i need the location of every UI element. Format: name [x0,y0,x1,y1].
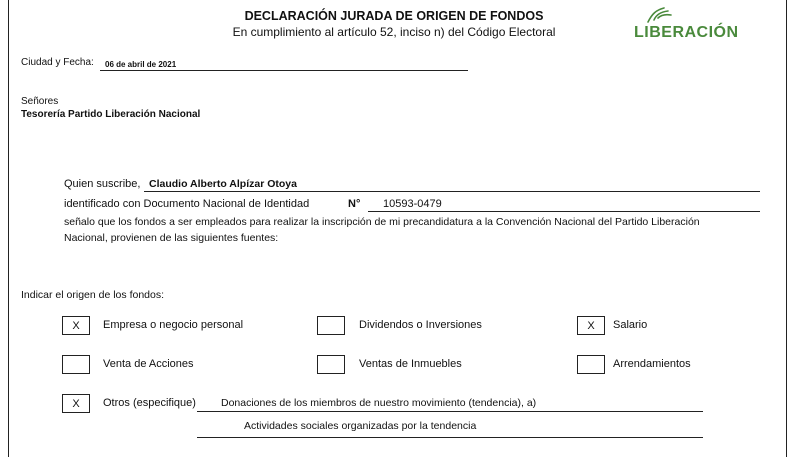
checkbox-salario[interactable]: X [577,316,605,335]
logo-text: LIBERACIÓN [634,24,739,41]
checkbox-ventas-inmuebles[interactable] [317,355,345,374]
option-empresa: Empresa o negocio personal [103,319,244,331]
checkbox-venta-acciones[interactable] [62,355,90,374]
document-subtitle: En cumplimiento al artículo 52, inciso n) del Código Electoral [232,25,556,39]
recipient-text: Tesorería Partido Liberación Nacional [21,109,201,120]
checkbox-empresa[interactable]: X [62,316,90,335]
option-venta-acciones: Venta de Acciones [103,358,194,370]
checkbox-arrendamientos[interactable] [577,355,605,374]
option-arrendamientos: Arrendamientos [613,358,691,370]
option-ventas-inmuebles: Ventas de Inmuebles [359,358,462,370]
otros-detail-line-2: Actividades sociales organizadas por la tendencia [244,420,477,432]
otros-underline-1 [197,411,703,412]
statement-line-1: señalo que los fondos a ser empleados para realizar la inscripción de mi precandidatura a la Convención Nacional del Partido Liberación [64,216,700,228]
checkbox-otros[interactable]: X [62,394,90,413]
subscriber-label: Quien suscribe, [64,178,141,190]
option-otros: Otros (especifique) [103,397,196,409]
option-dividendos: Dividendos o Inversiones [359,319,482,331]
origin-label: Indicar el origen de los fondos: [21,289,165,301]
subscriber-underline [144,191,760,192]
statement-line-2: Nacional, provienen de las siguientes fuentes: [64,232,279,244]
page-right-border [786,0,787,457]
city-date-value: 06 de abril de 2021 [105,60,177,69]
id-number-label: N° [348,198,361,210]
bird-icon [644,6,674,26]
document-title: DECLARACIÓN JURADA DE ORIGEN DE FONDOS [244,9,544,23]
otros-underline-2 [197,437,703,438]
party-logo [628,6,758,46]
city-date-label: Ciudad y Fecha: [21,57,94,68]
id-value: 10593-0479 [383,198,442,210]
id-label: identificado con Documento Nacional de Identidad [64,198,310,210]
senores-text: Señores [21,96,59,107]
id-underline [368,211,760,212]
otros-detail-line-1: Donaciones de los miembros de nuestro movimiento (tendencia), a) [221,397,537,409]
city-date-underline [100,70,468,71]
page-left-border [8,0,9,457]
option-salario: Salario [613,319,648,331]
subscriber-name: Claudio Alberto Alpízar Otoya [149,178,297,190]
checkbox-dividendos[interactable] [317,316,345,335]
